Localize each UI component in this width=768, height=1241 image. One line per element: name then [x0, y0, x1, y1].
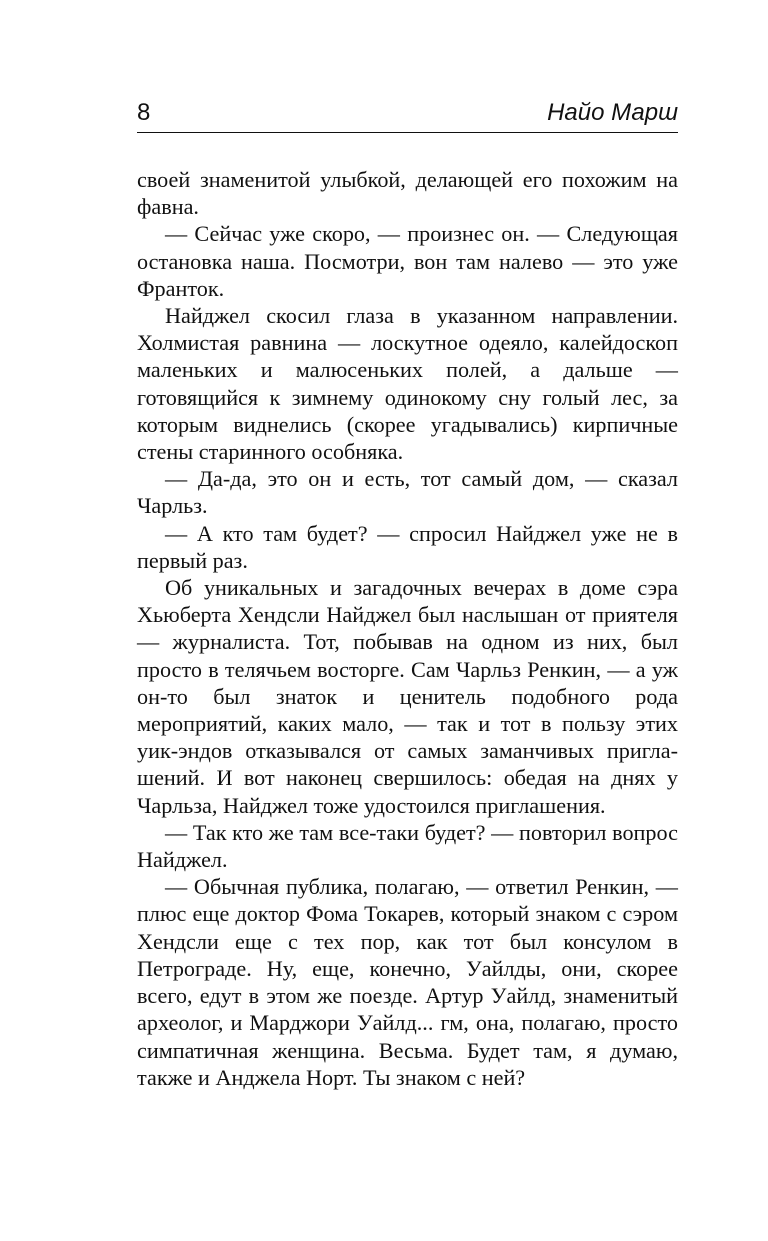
paragraph-7: — Так кто же там все-таки будет? — повторил вопрос Найджел.: [137, 819, 678, 873]
running-title: Найо Марш: [547, 99, 678, 126]
paragraph-4: — Да-да, это он и есть, тот самый дом, — сказал Чарльз.: [137, 466, 678, 519]
paragraph-5: — А кто там будет? — спросил Найджел уже не в первый раз.: [137, 520, 678, 573]
body-text: [137, 166, 678, 1091]
paragraph-6: Об уникальных и загадочных вечерах в доме сэра Хьюберта Хендсли Найджел был наслышан от приятеля — журналиста. Тот, побывав на одном из них, был просто в телячьем восторге. Сам Чарльз Ренкин, — а уж он-то был знаток и ценитель подобного рода мероприятий, каких мало, — так и тот в пользу этих уик-эндов отказывался от самых заманчивых приглашений. И вот наконец свершилось: обедая на днях у Чарльза, Найджел тоже удостоился приглашения.: [137, 575, 678, 818]
paragraph-1: своей знаменитой улыбкой, делающей его похожим на фавна.: [137, 167, 678, 220]
header-rule: [137, 132, 678, 133]
page-header: [137, 96, 678, 136]
page-number: 8: [137, 99, 151, 126]
paragraph-8: — Обычная публика, полагаю, — ответил Ренкин, — плюс еще доктор Фома Токарев, который знаком с сэром Хендсли еще с тех пор, как тот был консулом в Петрограде. Ну, еще, конечно, Уайлды, они, скорее всего, едут в этом же поезде. Артур Уайлд, знаменитый археолог, и Марджори Уайлд... гм, она, полагаю, просто симпатичная женщина. Весьма. Будет там, я думаю, также и Анджела Норт. Ты знаком с ней?: [137, 874, 678, 1090]
paragraph-3: Найджел скосил глаза в указанном направлении. Холмистая равнина — лоскутное одеяло, калейдоскоп маленьких и малюсеньких полей, а дальше — готовящийся к зимнему одинокому сну голый лес, за которым виднелись (скорее угадывались) кирпичные стены старинного особняка.: [137, 303, 678, 465]
paragraph-2: — Сейчас уже скоро, — произнес он. — Следующая остановка наша. Посмотри, вон там налево — это уже Франток.: [137, 221, 678, 301]
